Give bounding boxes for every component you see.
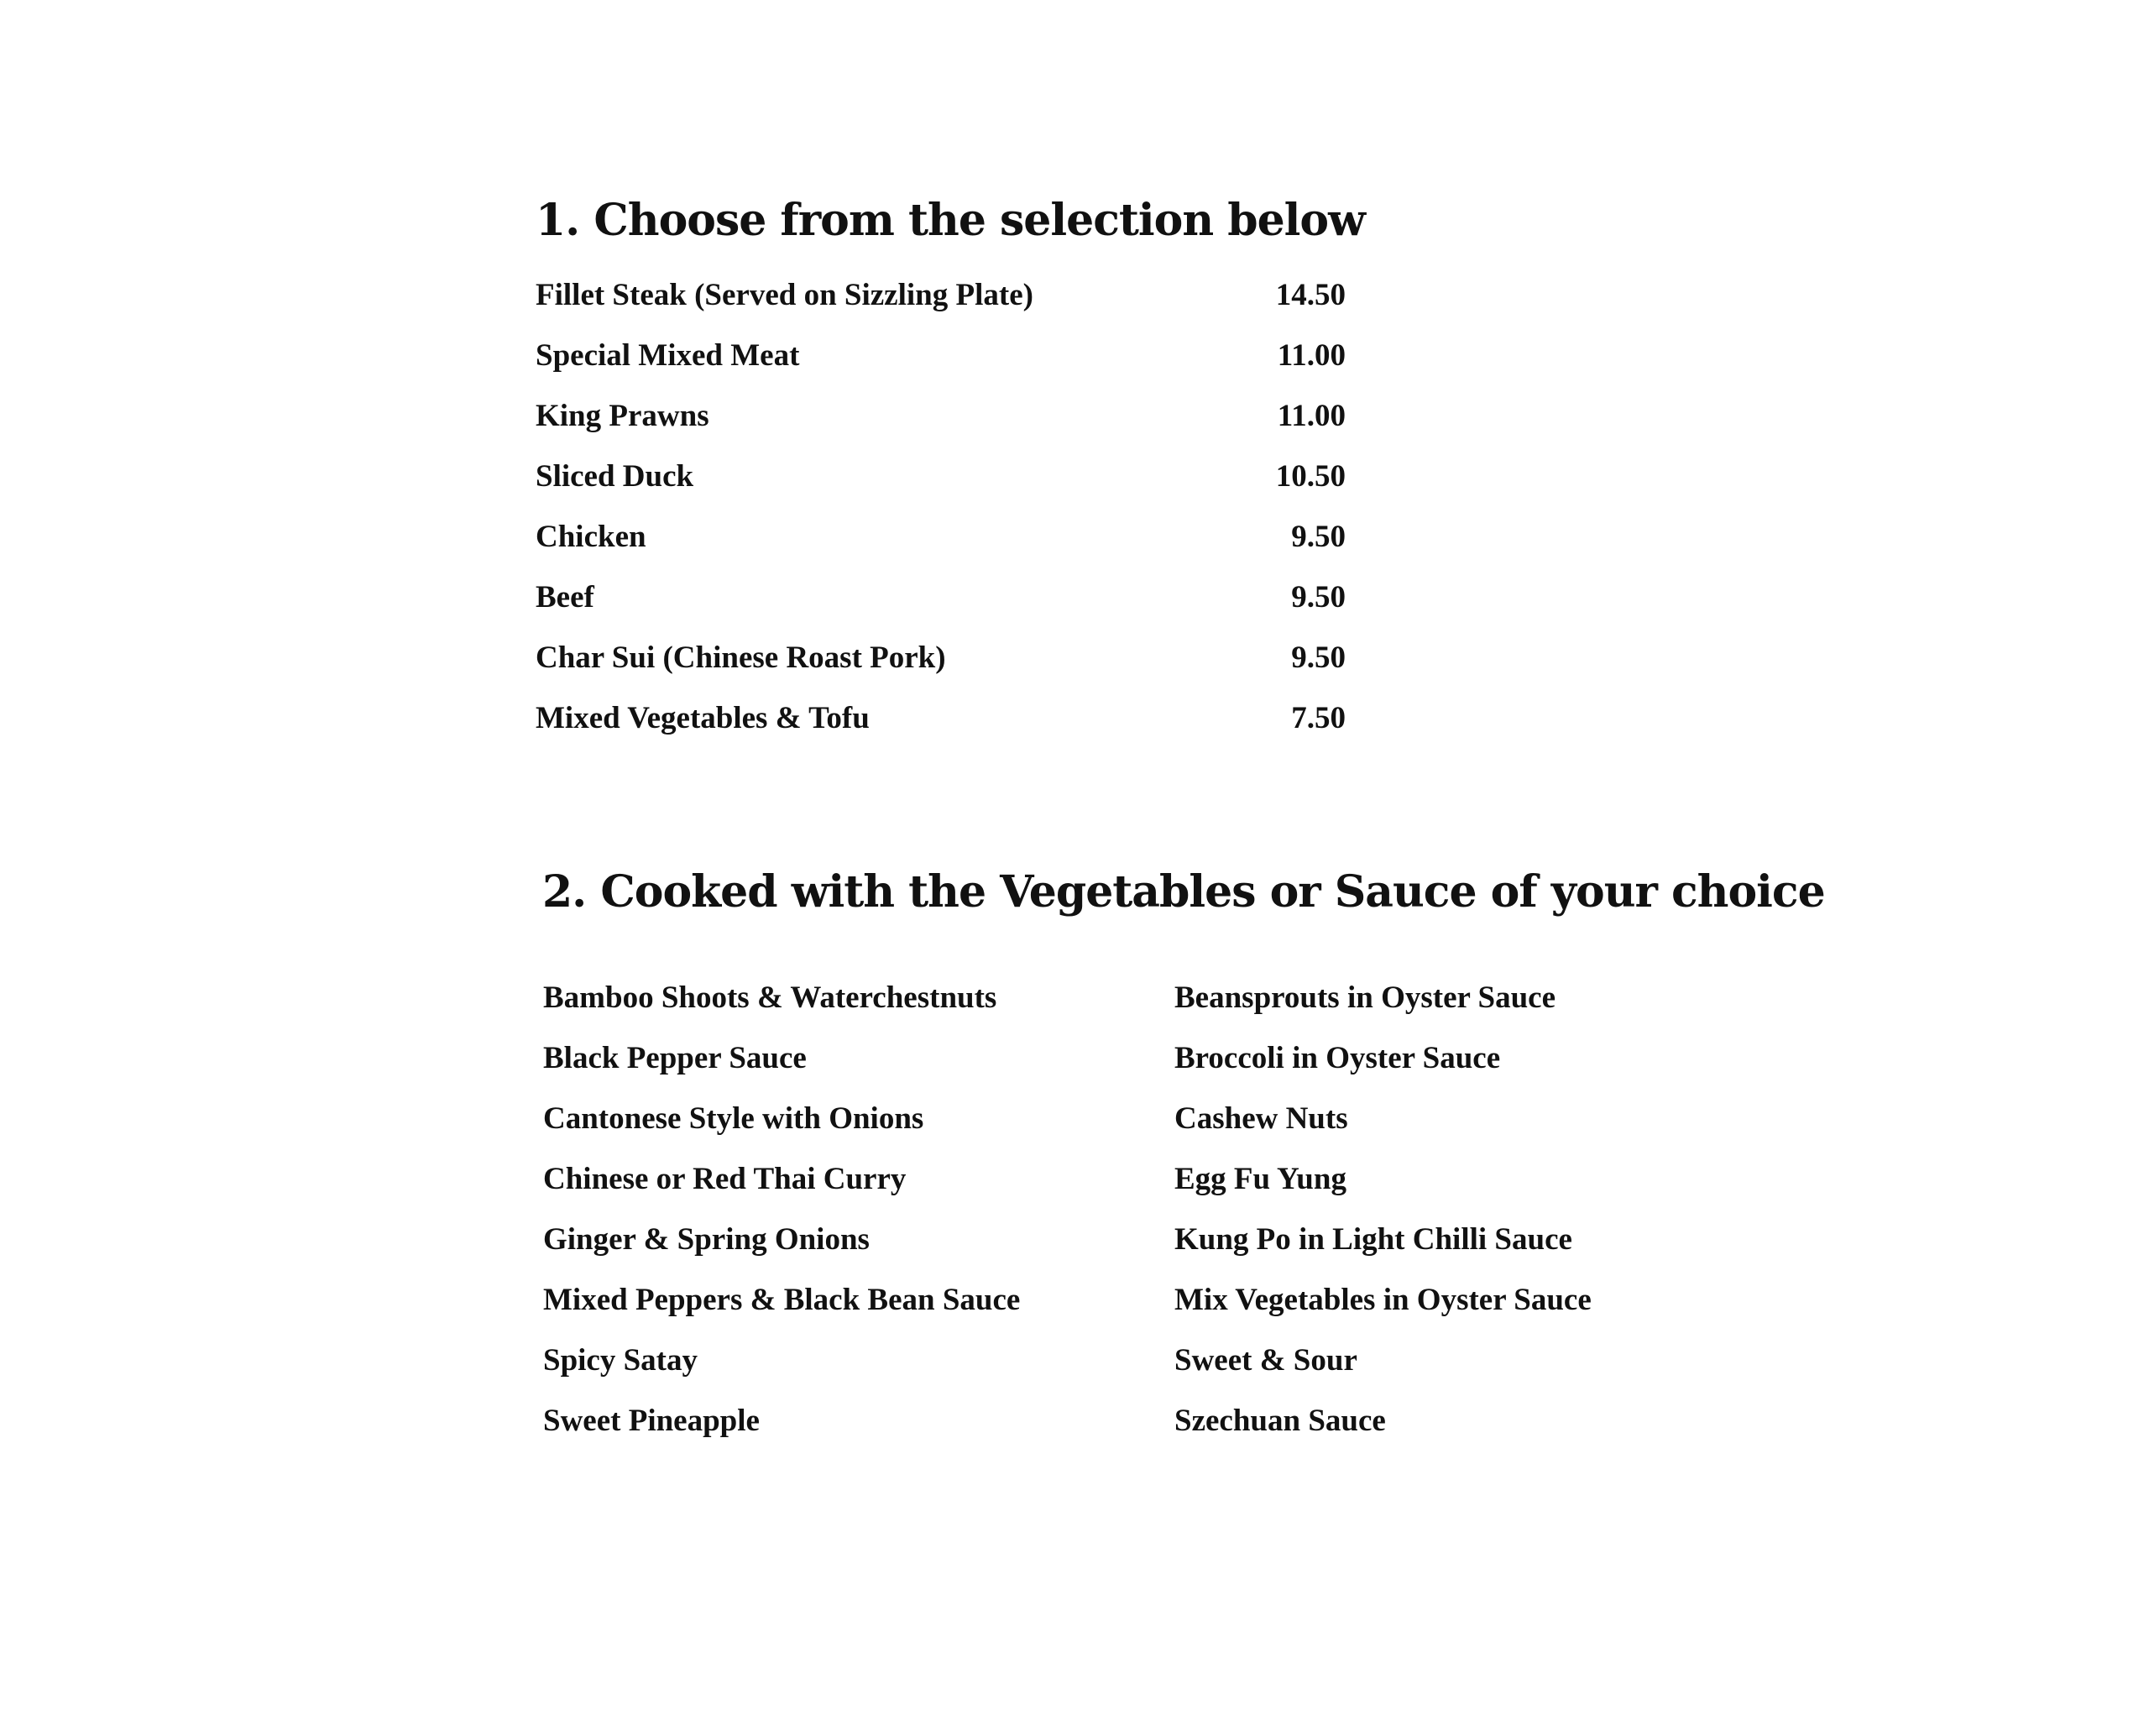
menu-item-name: Char Sui (Chinese Roast Pork) [536,641,946,675]
sauce-option: Bamboo Shoots & Waterchestnuts [543,980,997,1015]
menu-item [536,265,1346,326]
sauce-option: Black Pepper Sauce [543,1041,807,1075]
menu-item-price: 7.50 [1291,701,1346,735]
sauce-option: Spicy Satay [543,1343,698,1378]
sauce-option: Mixed Peppers & Black Bean Sauce [543,1283,1021,1317]
menu-item-price: 9.50 [1291,641,1346,675]
sauce-option: Ginger & Spring Onions [543,1222,870,1257]
sauce-options-right-column [1174,968,1762,1451]
menu-item-price: 10.50 [1275,459,1346,494]
menu-item-price: 11.00 [1277,338,1346,373]
sauce-options-left-column [543,968,1131,1451]
menu-item-name: Fillet Steak (Served on Sizzling Plate) [536,278,1033,312]
menu-item [536,326,1346,386]
menu-item-name: Beef [536,580,594,614]
section2-heading: 2. Cooked with the Vegetables or Sauce of your choice [542,866,1825,918]
sauce-option: Kung Po in Light Chilli Sauce [1174,1222,1572,1257]
sauce-option: Cashew Nuts [1174,1101,1348,1136]
menu-item-name: Sliced Duck [536,459,694,494]
sauce-option: Beansprouts in Oyster Sauce [1174,980,1556,1015]
sauce-option: Sweet & Sour [1174,1343,1357,1378]
menu-item-price: 14.50 [1275,278,1346,312]
menu-item [536,688,1346,749]
menu-item [536,447,1346,507]
menu-item-name: Mixed Vegetables & Tofu [536,701,870,735]
sauce-option: Mix Vegetables in Oyster Sauce [1174,1283,1592,1317]
sauce-option: Egg Fu Yung [1174,1162,1346,1196]
sauce-option: Sweet Pineapple [543,1404,760,1438]
menu-item [536,386,1346,447]
menu-item-name: Special Mixed Meat [536,338,800,373]
sauce-option: Broccoli in Oyster Sauce [1174,1041,1501,1075]
section1-heading: 1. Choose from the selection below [536,195,1365,246]
menu-item [536,507,1346,567]
menu-item-price: 9.50 [1291,580,1346,614]
menu-item-name: Chicken [536,520,646,554]
menu-item-price: 9.50 [1291,520,1346,554]
sauce-option: Cantonese Style with Onions [543,1101,924,1136]
sauce-option: Szechuan Sauce [1174,1404,1386,1438]
menu-item-price: 11.00 [1277,399,1346,433]
menu-item [536,628,1346,688]
sauce-option: Chinese or Red Thai Curry [543,1162,907,1196]
menu-item-list [536,265,1346,749]
menu-item [536,567,1346,628]
menu-item-name: King Prawns [536,399,709,433]
